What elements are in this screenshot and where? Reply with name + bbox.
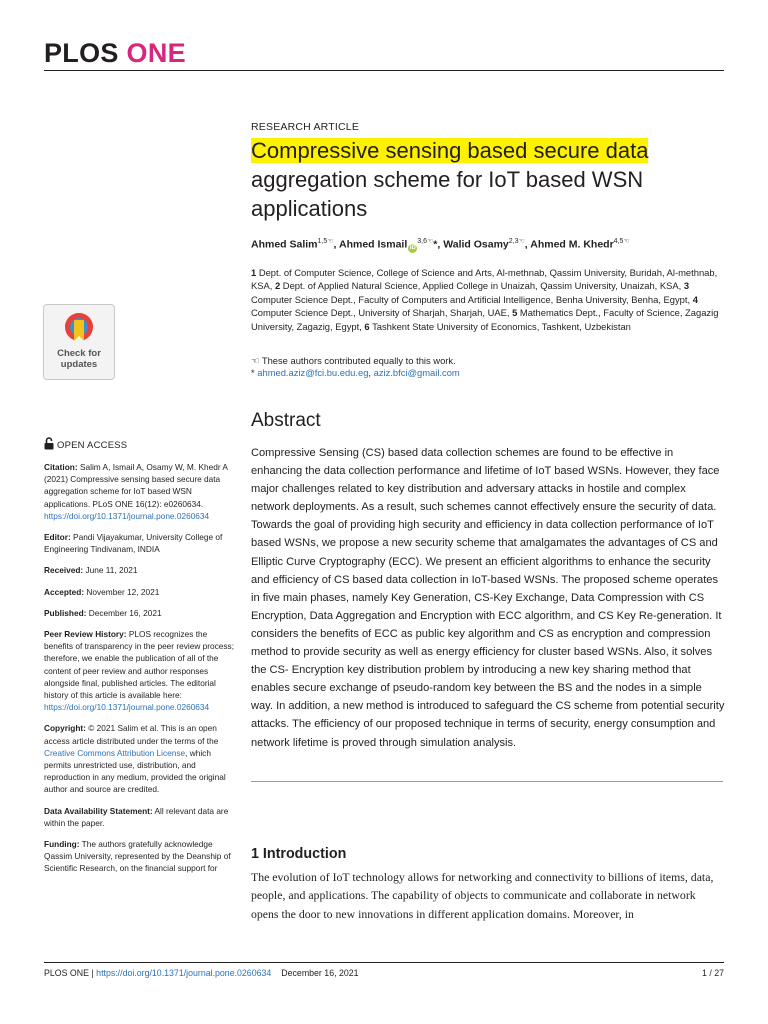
affiliation-text: Dept. of Computer Science, College of Science and Arts, Al-methnab, Qassim University, Buridah, Al-methnab, KSA, — [251, 267, 718, 292]
author-affiliation-sup: 1,5☜ — [317, 238, 334, 245]
article-type: RESEARCH ARTICLE — [251, 121, 360, 133]
copyright-block — [44, 722, 238, 795]
author-name[interactable]: Walid Osamy — [443, 238, 509, 251]
editor-block — [44, 531, 238, 555]
funding-block — [44, 838, 238, 875]
check-for-updates-line2: updates — [60, 358, 98, 370]
page-number: 1 / 27 — [701, 968, 724, 978]
title-highlighted: Compressive sensing based secure data — [251, 138, 649, 163]
author-affiliation-sup: 2,3☜ — [508, 238, 525, 245]
peer-review-link[interactable]: https://doi.org/10.1371/journal.pone.0260634 — [44, 702, 210, 713]
author-separator: , — [333, 238, 339, 251]
footer-date: December 16, 2021 — [281, 968, 359, 978]
data-availability-label: Data Availability Statement: — [44, 805, 153, 816]
affiliation-number: 4 — [692, 293, 698, 305]
affiliation-text: Computer Science Dept., University of Sharjah, Sharjah, UAE, — [251, 307, 513, 319]
author-list — [251, 237, 721, 253]
accepted-label: Accepted: — [44, 586, 85, 597]
equal-contribution-icon: ☜ — [251, 355, 260, 366]
footer-divider — [44, 962, 724, 963]
footer-citation — [44, 968, 359, 978]
check-for-updates-badge[interactable] — [43, 304, 115, 380]
accepted-date: November 12, 2021 — [84, 586, 160, 597]
orcid-icon[interactable]: iD — [409, 244, 416, 251]
introduction-heading: 1 Introduction — [251, 846, 347, 862]
email-star: * — [251, 367, 258, 378]
peer-review-label: Peer Review History: — [44, 629, 127, 640]
copyright-text-cont: , which permits unrestricted use, distribution, and reproduction in any medium, provided the original author and source are credited. — [44, 747, 226, 795]
equal-contribution-note — [251, 355, 456, 367]
check-for-updates-line1: Check for — [57, 348, 101, 359]
title-line-3: applications — [251, 196, 368, 221]
affiliation-number: 3 — [683, 280, 690, 292]
author-name[interactable]: Ahmed Salim — [251, 238, 318, 251]
author-name[interactable]: Ahmed Ismail — [339, 238, 408, 251]
article-metadata-sidebar — [44, 461, 238, 884]
received-date: June 11, 2021 — [83, 565, 138, 576]
email-separator: , — [368, 367, 374, 378]
affiliation-text: Computer Science Dept., Faculty of Computers and Artificial Intelligence, Benha University, Benha, Egypt, — [251, 293, 693, 305]
logo-plos: PLOS — [44, 38, 119, 68]
copyright-text: © 2021 Salim et al. This is an open access article distributed under the terms of the — [44, 723, 219, 746]
affiliation-text: Tashkent State University of Economics, Tashkent, Uzbekistan — [369, 320, 631, 332]
abstract-body: Compressive Sensing (CS) based data collection schemes are found to be effective in enhancing the data collection performance and lifetime of IoT based WSNs. However, they face major challenges related to key distribution and adversary attacks in hostile and complex network deployments. As a result, such schemes cannot effectively ensure the security of data. Towards the goal of providing high security and efficiency in data collection performance of IoT based WSNs, we propose a new security scheme that amalgamates the advantages of CS and Elliptic Curve Cryptography (ECC). We present an efficient algorithms to enhance the security and efficiency of CS based data collection in IoT-based WSNs. The proposed scheme operates in five main phases, namely Key Generation, CS-Key Exchange, Data Compression with CS Encryption, Data Aggregation and Encryption with ECC algorithm, and CS Key Re-generation. It considers the benefits of ECC as public key algorithm and CS as encryption and compression method to provide security as well as energy efficiency for cluster based WSNs. Also, it solves the CS- Encryption key distribution problem by introducing a new key sharing method that enables secure exchange of pseudo-random key between the BS and the nodes in a simple way. In addition, a new method is introduced to safeguard the CS scheme from potential security attacks. The efficiency of our proposed technique in terms of security, energy consumption and network lifetime is proved through simulation analysis. — [251, 447, 725, 749]
copyright-label: Copyright: — [44, 723, 86, 734]
peer-review-text: PLOS recognizes the benefits of transparency in the peer review process; therefore, we enable the publication of all of the content of peer review and author responses alongside final, published articles. The editorial history of this article is available here: — [44, 629, 235, 701]
crossmark-icon — [63, 311, 95, 347]
header-divider — [44, 70, 724, 71]
open-access-label[interactable] — [44, 437, 127, 451]
abstract-divider — [251, 781, 723, 782]
funding-label: Funding: — [44, 839, 80, 850]
data-availability-text: All relevant data are within the paper. — [44, 805, 229, 828]
data-availability-block — [44, 805, 238, 829]
accepted-block — [44, 586, 238, 598]
equal-contribution-text: These authors contributed equally to this work. — [259, 355, 456, 366]
affiliation-number: 6 — [364, 320, 370, 332]
editor-label: Editor: — [44, 532, 71, 543]
editor-text: Pandi Vijayakumar, University College of Engineering Tindivanam, INDIA — [44, 532, 223, 555]
abstract-heading: Abstract — [251, 410, 321, 431]
corresponding-email — [251, 367, 460, 379]
citation-block — [44, 461, 238, 522]
logo-one: ONE — [126, 38, 186, 68]
affiliation-number: 2 — [274, 280, 281, 292]
funding-text: The authors gratefully acknowledge Qassim University, represented by the Deanship of Scientific Research, on the financial support for — [44, 839, 231, 874]
check-for-updates-text — [44, 349, 114, 370]
introduction-body: The evolution of IoT technology allows for networking and connectivity to billions of items, data, people, and applications. The capability of objects to communicate and collaborate in network opens the door to new innovations in different application domains. Moreover, in — [251, 870, 714, 921]
title-line-2: aggregation scheme for IoT based WSN — [251, 167, 644, 192]
affiliations — [251, 266, 721, 333]
peer-review-block — [44, 628, 238, 713]
author-affiliation-sup: 3,6☜ — [417, 238, 434, 245]
author-name[interactable]: Ahmed M. Khedr — [530, 238, 614, 251]
journal-logo[interactable] — [44, 38, 186, 69]
author-affiliation-sup: 4,5☜ — [613, 238, 630, 245]
author-separator: *, — [433, 238, 444, 251]
author-separator: , — [524, 238, 531, 251]
citation-text: Salim A, Ismail A, Osamy W, M. Khedr A (2021) Compressive sensing based secure data aggregation scheme for IoT based WSN applications. PLoS ONE 16(12): e0260634. — [44, 462, 228, 509]
affiliation-text: Dept. of Applied Natural Science, Applied College in Unaizah, Qassim University, Unaizah, KSA, — [280, 280, 684, 292]
footer-journal: PLOS ONE — [44, 968, 89, 978]
license-link[interactable]: Creative Commons Attribution License — [44, 747, 186, 758]
article-title — [251, 136, 721, 223]
citation-doi-link[interactable]: https://doi.org/10.1371/journal.pone.0260634 — [44, 510, 210, 521]
received-label: Received: — [44, 565, 84, 576]
published-block — [44, 607, 238, 619]
affiliation-number: 1 — [251, 267, 257, 278]
affiliation-text: Mathematics Dept., Faculty of Science, Zagazig University, Zagazig, Egypt, — [251, 307, 719, 332]
affiliation-number: 5 — [512, 307, 518, 319]
email-link-1[interactable]: ahmed.aziz@fci.bu.edu.eg — [257, 367, 369, 378]
open-lock-icon — [44, 437, 54, 450]
footer-doi-link[interactable]: https://doi.org/10.1371/journal.pone.0260634 — [96, 968, 272, 978]
citation-label: Citation: — [44, 462, 78, 472]
published-label: Published: — [44, 607, 87, 618]
footer-separator: | — [88, 968, 97, 978]
email-link-2[interactable]: aziz.bfci@gmail.com — [373, 367, 460, 378]
received-block — [44, 564, 238, 576]
published-date: December 16, 2021 — [86, 607, 162, 618]
open-access-text: OPEN ACCESS — [57, 440, 128, 451]
